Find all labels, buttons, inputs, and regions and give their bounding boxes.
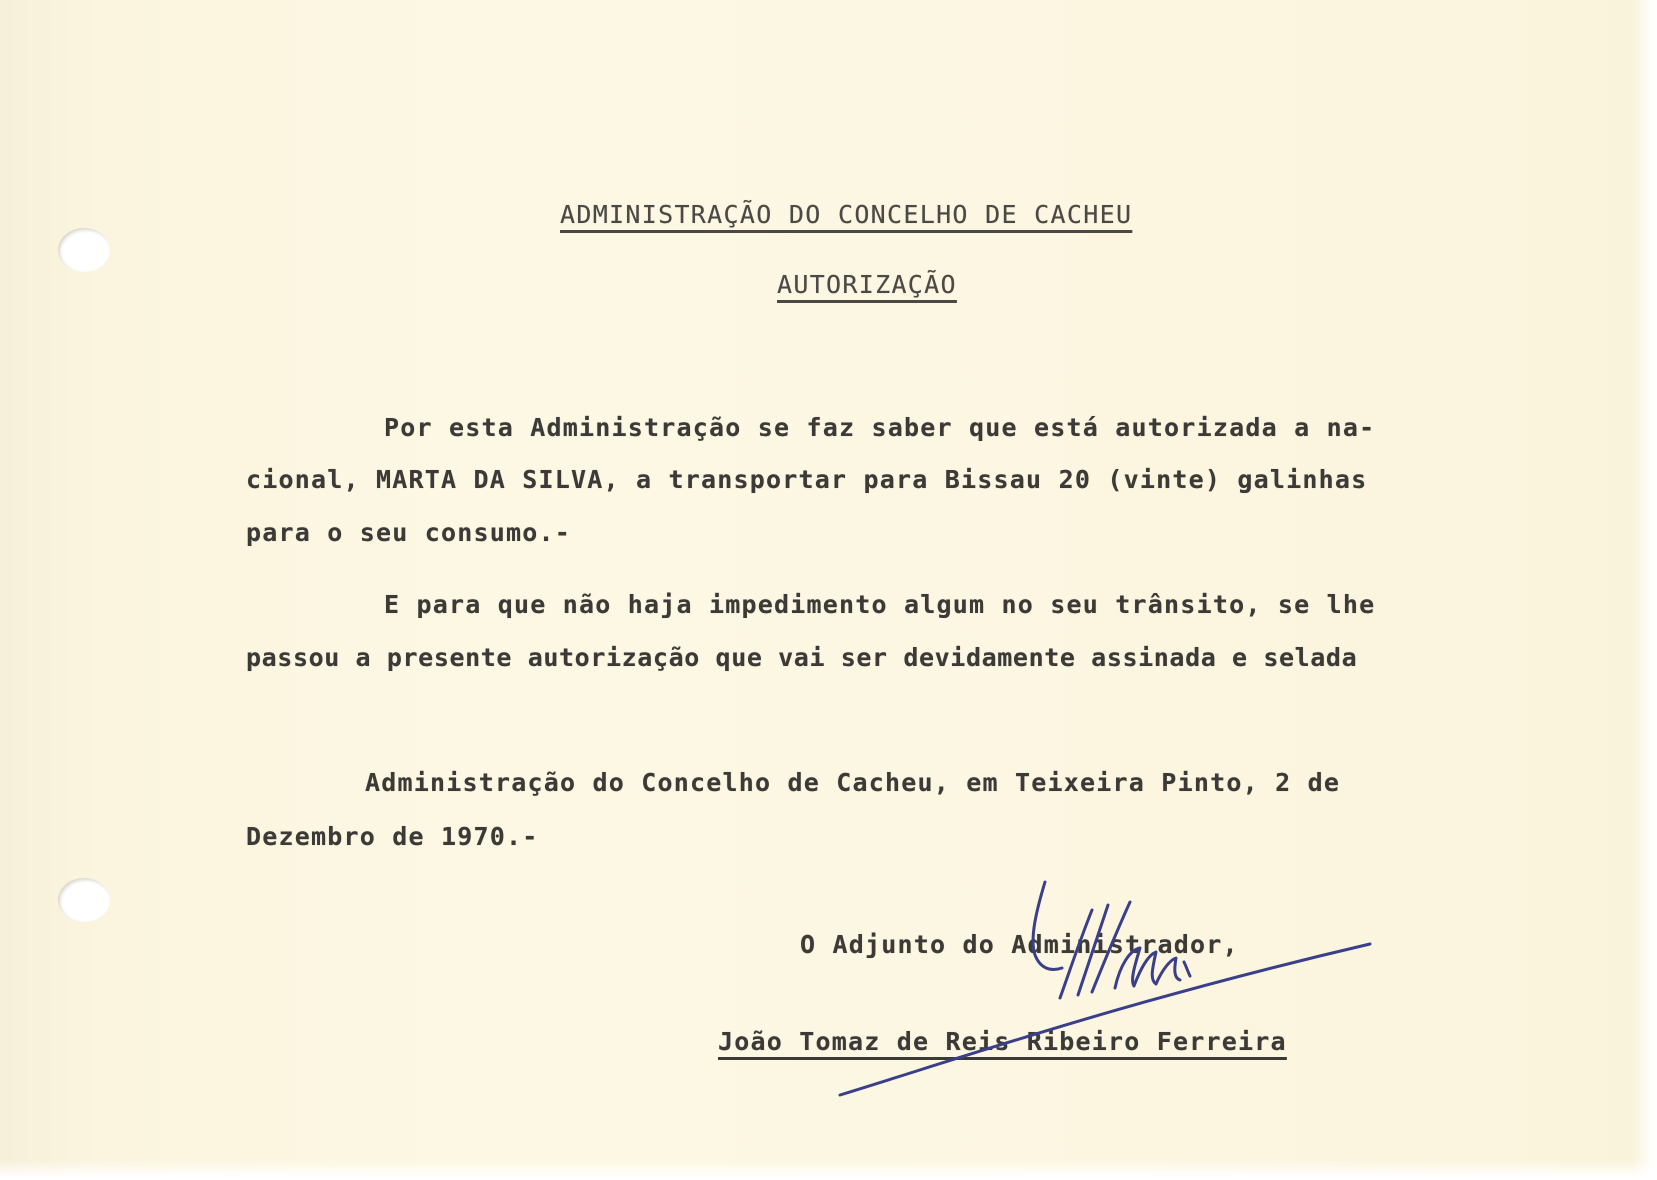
paragraph-1-line-2: cional, MARTA DA SILVA, a transportar para Bissau 20 (vinte) galinhas: [246, 465, 1368, 494]
paragraph-1-line-1: Por esta Administração se faz saber que está autorizada a na-: [384, 413, 1376, 442]
paper-edge: [1633, 0, 1657, 1180]
paragraph-1-line-3: para o seu consumo.-: [246, 518, 572, 547]
signatory-role: O Adjunto do Administrador,: [800, 930, 1239, 959]
date-line-1: Administração do Concelho de Cacheu, em Teixeira Pinto, 2 de: [365, 768, 1341, 797]
paragraph-2-line-1: E para que não haja impedimento algum no seu trânsito, se lhe: [384, 590, 1376, 619]
document-header: ADMINISTRAÇÃO DO CONCELHO DE CACHEU: [560, 200, 1133, 229]
signature-stroke-name: [1060, 902, 1190, 998]
punch-hole-top: [58, 228, 110, 272]
handwritten-signature: [830, 880, 1380, 1110]
paragraph-2-line-2: passou a presente autorização que vai ser devidamente assinada e selada: [246, 643, 1358, 672]
signature-stroke-bracket: [1033, 882, 1062, 969]
date-line-2: Dezembro de 1970.-: [246, 822, 539, 851]
punch-hole-bottom: [58, 878, 110, 922]
document-title: AUTORIZAÇÃO: [777, 270, 957, 299]
paper-edge-bottom: [0, 1160, 1657, 1180]
signatory-name: João Tomaz de Reis Ribeiro Ferreira: [718, 1027, 1287, 1056]
signature-stroke-line: [840, 944, 1370, 1095]
